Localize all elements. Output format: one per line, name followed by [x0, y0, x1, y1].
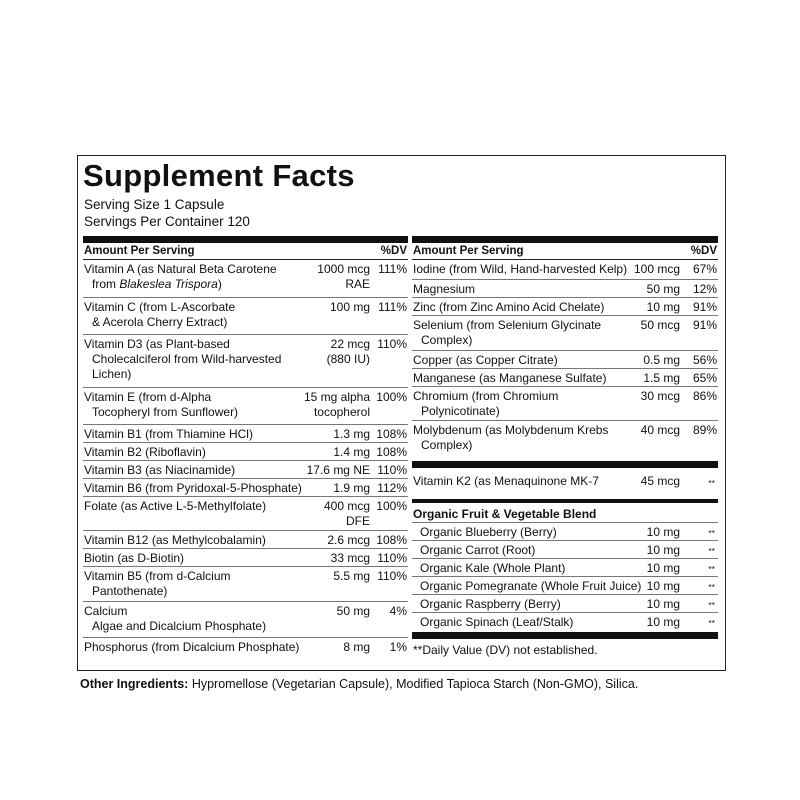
blend-item-dv: ** [708, 528, 715, 538]
nutrient-dv: 12% [692, 282, 717, 296]
nutrient-amount-line: RAE [345, 277, 370, 291]
nutrient-row [83, 388, 408, 425]
nutrient-amount-line: 8 mg [343, 640, 370, 654]
blend-rows [412, 523, 718, 631]
nutrient-amount-line: (880 IU) [326, 352, 370, 366]
nutrient-dv: 86% [692, 389, 717, 403]
nutrient-amount-line: 1000 mcg [317, 262, 370, 276]
blend-item-dv: ** [708, 582, 715, 592]
nutrient-name [413, 262, 627, 277]
nutrient-dv: 110% [377, 569, 407, 583]
nutrient-amount [331, 551, 370, 566]
nutrient-name [84, 551, 184, 566]
nutrient-amount-line: 33 mcg [330, 551, 370, 565]
nutrient-name [84, 300, 235, 330]
nutrient-row [83, 298, 408, 335]
nutrient-name-line: Vitamin B6 (from Pyridoxal-5-Phosphate) [84, 481, 302, 495]
nutrient-amount-line: 50 mg [336, 604, 370, 618]
nutrient-row [412, 421, 718, 455]
panel-title: Supplement Facts [83, 158, 355, 193]
nutrient-name-line: Selenium (from Selenium Glycinate [413, 318, 602, 332]
nutrient-row [412, 298, 718, 316]
nutrient-row [83, 497, 408, 531]
nutrient-name-line: Lichen) [92, 367, 132, 381]
nutrient-row [412, 351, 718, 369]
nutrient-dv: 110% [377, 463, 407, 477]
nutrient-name [413, 371, 606, 386]
dv-header: %DV [690, 245, 717, 257]
nutrient-name [84, 481, 302, 496]
nutrient-amount-line: tocopherol [313, 405, 370, 419]
amount-header: Amount Per Serving [413, 245, 524, 257]
nutrient-amount-line: 22 mcg [330, 337, 370, 351]
left-nutrient-rows [83, 260, 408, 658]
blend-item-dv: ** [708, 546, 715, 556]
nutrient-name-line: Phosphorus (from Dicalcium Phosphate) [84, 640, 300, 654]
nutrient-row [83, 531, 408, 549]
nutrient-amount [307, 463, 370, 478]
nutrient-name-line: & Acerola Cherry Extract) [92, 315, 228, 329]
nutrient-amount-line: 17.6 mg NE [306, 463, 370, 477]
nutrient-row [412, 260, 718, 280]
nutrient-name-line: Pantothenate) [92, 584, 168, 598]
nutrient-amount-line: 30 mcg [640, 389, 680, 403]
nutrient-name [84, 337, 281, 382]
nutrient-dv: 89% [692, 423, 717, 437]
servings-per-container: Servings Per Container 120 [84, 214, 250, 229]
nutrient-amount [327, 533, 370, 548]
column-header [412, 243, 718, 260]
column-header [83, 243, 408, 260]
nutrient-dv: 108% [376, 533, 407, 547]
nutrient-row [83, 479, 408, 497]
blend-item-name: Organic Kale (Whole Plant) [420, 561, 566, 575]
nutrient-name [84, 499, 266, 514]
blend-item-name: Organic Spinach (Leaf/Stalk) [420, 615, 574, 629]
nutrient-amount [333, 569, 370, 584]
divider-bar [412, 236, 718, 243]
nutrient-name-line: Biotin (as D-Biotin) [84, 551, 185, 565]
nutrient-amount-line: 2.6 mcg [327, 533, 370, 547]
nutrient-name-line: Vitamin B12 (as Methylcobalamin) [84, 533, 266, 547]
nutrient-name [84, 604, 266, 634]
nutrient-amount [634, 262, 680, 277]
blend-item-row [412, 577, 718, 595]
nutrient-amount-line: 10 mg [646, 300, 680, 314]
nutrient-name-line: Magnesium [413, 282, 476, 296]
nutrient-dv: 112% [377, 481, 407, 495]
nutrient-name-line: Tocopheryl from Sunflower) [92, 405, 239, 419]
nutrient-name: Vitamin K2 (as Menaquinone MK-7 [413, 474, 599, 488]
nutrient-dv: 91% [692, 318, 717, 332]
nutrient-dv: ** [708, 478, 715, 488]
nutrient-amount [641, 423, 680, 438]
nutrient-amount [330, 300, 370, 315]
nutrient-name [413, 318, 601, 348]
nutrient-name [413, 353, 558, 368]
nutrient-dv: 108% [376, 445, 407, 459]
nutrient-name [84, 640, 299, 655]
blend-item-name: Organic Carrot (Root) [420, 543, 536, 557]
nutrient-amount [643, 353, 680, 368]
nutrient-name-line: Vitamin C (from L-Ascorbate [84, 300, 236, 314]
nutrient-amount [641, 318, 680, 333]
nutrient-row [83, 549, 408, 567]
dv-footnote: **Daily Value (DV) not established. [413, 643, 598, 657]
nutrient-amount [647, 300, 680, 315]
nutrient-amount [333, 427, 370, 442]
blend-item-name: Organic Blueberry (Berry) [420, 525, 557, 539]
nutrient-amount-line: 1.9 mg [333, 481, 370, 495]
blend-item-name: Organic Pomegranate (Whole Fruit Juice) [420, 579, 642, 593]
blend-item-amount: 10 mg [646, 579, 680, 593]
nutrient-amount [324, 499, 370, 529]
blend-item-amount: 10 mg [646, 543, 680, 557]
nutrient-amount-line: 50 mcg [640, 318, 680, 332]
left-nutrient-column [83, 236, 408, 658]
nutrient-row [83, 567, 408, 602]
nutrient-name [84, 533, 266, 548]
nutrient-row [83, 335, 408, 388]
divider-bar [412, 461, 718, 468]
nutrient-amount [304, 390, 370, 420]
nutrient-amount-line: 1.4 mg [333, 445, 370, 459]
nutrient-name [413, 282, 475, 297]
nutrient-amount-line: 15 mg alpha [303, 390, 370, 404]
nutrient-name-line: from Blakeslea Trispora) [92, 277, 222, 291]
nutrient-row [83, 461, 408, 479]
nutrient-name-line: Complex) [421, 438, 473, 452]
nutrient-amount-line: 0.5 mg [643, 353, 680, 367]
blend-item-row [412, 595, 718, 613]
nutrient-name-line: Copper (as Copper Citrate) [413, 353, 558, 367]
nutrient-name-line: Vitamin A (as Natural Beta Carotene [84, 262, 277, 276]
right-nutrient-rows [412, 260, 718, 455]
amount-header: Amount Per Serving [84, 245, 195, 257]
nutrient-dv: 100% [376, 499, 407, 513]
nutrient-name-line: Cholecalciferol from Wild-harvested [92, 352, 282, 366]
nutrient-name-line: Polynicotinate) [421, 404, 500, 418]
other-ingredients [80, 677, 638, 691]
nutrient-name-line: Vitamin B1 (from Thiamine HCl) [84, 427, 253, 441]
nutrient-amount-line: 5.5 mg [333, 569, 370, 583]
blend-item-dv: ** [708, 600, 715, 610]
nutrient-amount: 45 mcg [640, 474, 680, 488]
nutrient-name-line: Vitamin B5 (from d-Calcium [84, 569, 231, 583]
nutrient-name-line: Vitamin D3 (as Plant-based [84, 337, 230, 351]
nutrient-row [83, 602, 408, 638]
other-ingredients-label: Other Ingredients: [80, 677, 189, 691]
serving-size: Serving Size 1 Capsule [84, 197, 225, 212]
nutrient-amount-line: 1.5 mg [643, 371, 680, 385]
nutrient-row [83, 443, 408, 461]
right-nutrient-column [412, 236, 718, 657]
nutrient-amount [641, 389, 680, 404]
nutrient-dv: 65% [692, 371, 717, 385]
blend-header [412, 503, 718, 523]
nutrient-row [83, 638, 408, 658]
nutrient-amount [317, 262, 370, 292]
blend-item-row [412, 541, 718, 559]
nutrient-dv: 108% [376, 427, 407, 441]
nutrient-name [84, 569, 230, 599]
nutrient-row [412, 369, 718, 387]
nutrient-row [83, 425, 408, 443]
nutrient-amount-line: DFE [346, 514, 370, 528]
nutrient-name-line: Vitamin B3 (as Niacinamide) [84, 463, 236, 477]
blend-item-dv: ** [708, 618, 715, 628]
nutrient-name-line: Algae and Dicalcium Phosphate) [92, 619, 267, 633]
nutrient-name-line: Vitamin E (from d-Alpha [84, 390, 212, 404]
nutrient-name-line: Complex) [421, 333, 473, 347]
nutrient-name-line: Molybdenum (as Molybdenum Krebs [413, 423, 609, 437]
nutrient-dv: 67% [692, 262, 717, 276]
nutrient-amount [337, 604, 370, 619]
nutrient-name [84, 390, 238, 420]
nutrient-dv: 111% [378, 300, 407, 314]
blend-item-amount: 10 mg [646, 525, 680, 539]
nutrient-dv: 91% [692, 300, 717, 314]
nutrient-amount-line: 100 mcg [633, 262, 680, 276]
nutrient-amount-line: 100 mg [329, 300, 370, 314]
nutrient-name [84, 262, 277, 292]
blend-item-row [412, 523, 718, 541]
nutrient-amount [333, 445, 370, 460]
nutrient-dv: 4% [389, 604, 407, 618]
nutrient-name-line: Vitamin B2 (Riboflavin) [84, 445, 206, 459]
nutrient-row [412, 316, 718, 351]
blend-item-dv: ** [708, 564, 715, 574]
nutrient-dv: 56% [692, 353, 717, 367]
dv-header: %DV [380, 245, 407, 257]
nutrient-name-line: Iodine (from Wild, Hand-harvested Kelp) [413, 262, 628, 276]
blend-item-amount: 10 mg [646, 597, 680, 611]
blend-item-amount: 10 mg [646, 615, 680, 629]
nutrient-row [412, 280, 718, 298]
blend-item-row [412, 613, 718, 631]
other-ingredients-text: Hypromellose (Vegetarian Capsule), Modified Tapioca Starch (Non-GMO), Silica. [188, 677, 639, 691]
blend-item-name: Organic Raspberry (Berry) [420, 597, 561, 611]
nutrient-amount [343, 640, 370, 655]
nutrient-name-line: Calcium [84, 604, 128, 618]
supplement-facts-panel [77, 155, 726, 671]
nutrient-amount-line: 400 mcg [323, 499, 370, 513]
divider-bar [412, 632, 718, 639]
nutrient-amount [327, 337, 370, 367]
nutrient-name [413, 300, 604, 315]
divider-bar [83, 236, 408, 243]
nutrient-name [84, 427, 253, 442]
nutrient-dv: 110% [377, 337, 407, 351]
nutrient-amount-line: 50 mg [646, 282, 680, 296]
nutrient-amount [647, 282, 680, 297]
nutrient-name-line: Zinc (from Zinc Amino Acid Chelate) [413, 300, 605, 314]
nutrient-dv: 1% [389, 640, 407, 654]
nutrient-dv: 100% [376, 390, 407, 404]
nutrient-row [412, 387, 718, 421]
nutrient-dv: 111% [378, 262, 407, 276]
nutrient-name [413, 423, 608, 453]
blend-item-amount: 10 mg [646, 561, 680, 575]
nutrient-name [413, 389, 558, 419]
blend-item-row [412, 559, 718, 577]
nutrient-name-line: Chromium (from Chromium [413, 389, 559, 403]
nutrient-amount [333, 481, 370, 496]
nutrient-name-line: Folate (as Active L-5-Methylfolate) [84, 499, 267, 513]
nutrient-name [84, 445, 206, 460]
nutrient-name [84, 463, 235, 478]
nutrient-amount [643, 371, 680, 386]
blend-title: Organic Fruit & Vegetable Blend [413, 507, 597, 521]
nutrient-amount-line: 1.3 mg [333, 427, 370, 441]
nutrient-row [83, 260, 408, 298]
nutrient-row-k2 [412, 468, 718, 499]
nutrient-dv: 110% [377, 551, 407, 565]
nutrient-amount-line: 40 mcg [640, 423, 680, 437]
nutrient-name-line: Manganese (as Manganese Sulfate) [413, 371, 607, 385]
